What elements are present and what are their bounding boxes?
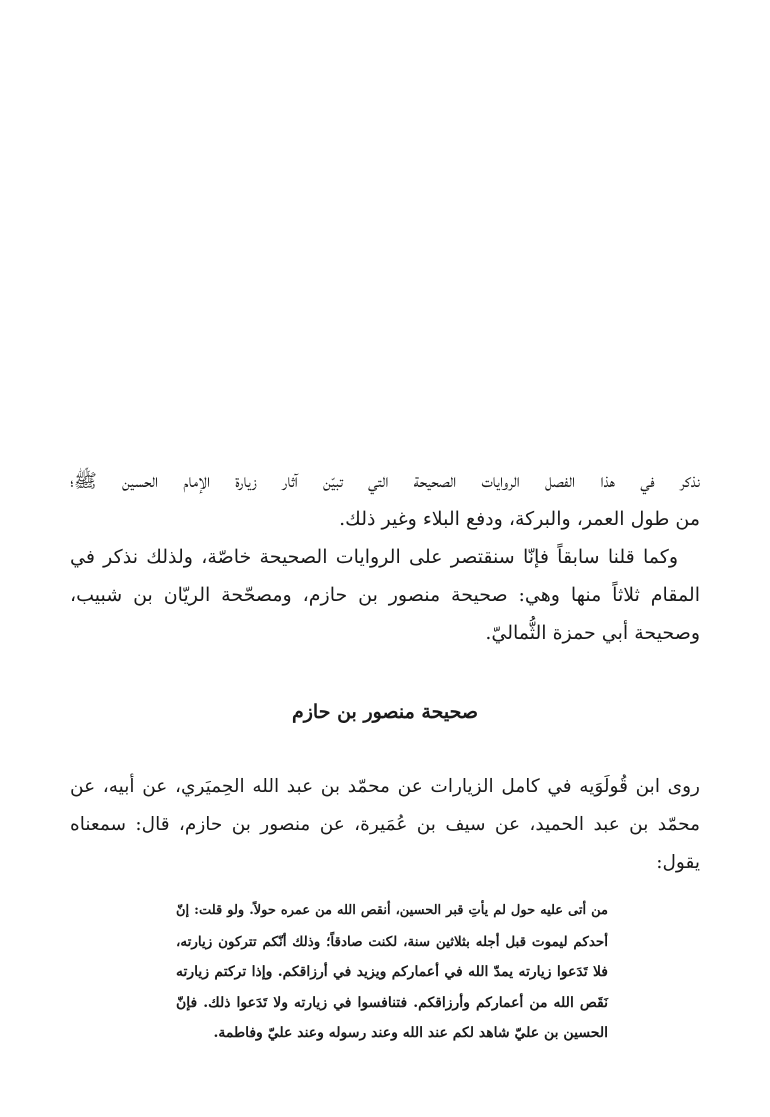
narration-line-2: محمّد بن عبد الحميد، عن سيف بن عُمَيرة، عن منصور بن حازم، قال: سمعناه xyxy=(70,814,700,835)
quote-line-5: الحسين بن عليّ شاهد لكم عند الله وعند رسوله وعند عليّ وفاطمة. xyxy=(213,1025,608,1041)
narration-line-1: روى ابن قُولَوَيه في كامل الزيارات عن محمّد بن عبد الله الحِميَري، عن أبيه، عن xyxy=(70,776,700,797)
narration-line-3: يقول: xyxy=(656,852,700,873)
quote-line-4: نَقَص الله من أعماركم وأرزاقكم. فتنافسوا في زيارته ولا تَدَعوا ذلك. فإنّ xyxy=(176,994,608,1011)
intro-paragraph xyxy=(70,462,700,652)
quote-line-1: من أتى عليه حول لم يأتِ قبر الحسين، أنقص الله من عمره حولاً. ولو قلت: إنّ xyxy=(176,903,608,918)
intro-line-2: من طول العمر، والبركة، ودفع البلاء وغير ذلك. xyxy=(339,508,700,530)
quote-line-2: أحدكم ليموت قبل أجله بثلاثين سنة، لكنت صادقاً؛ وذلك أنّكم تتركون زيارته، xyxy=(176,933,608,950)
narration-paragraph xyxy=(70,768,700,882)
intro-line-1: نذكر في هذا الفصل الروايات الصحيحة التي تبيّن آثار زيارة الإمام الحسين ﷺ؛ xyxy=(70,470,700,492)
section-heading: صحيحة منصور بن حازم xyxy=(291,701,479,723)
intro-line-4: المقام ثلاثاً منها وهي: صحيحة منصور بن حازم، ومصحّحة الريّان بن شبيب، xyxy=(70,584,700,606)
intro-line-3: وكما قلنا سابقاً فإنّا سنقتصر على الروايات الصحيحة خاصّة، ولذلك نذكر في xyxy=(70,546,678,568)
quote-line-3: فلا تَدَعوا زيارته يمدّ الله في أعماركم ويزيد في أرزاقكم. وإذا تركتم زيارته xyxy=(176,964,608,980)
intro-line-5: وصحيحة أبي حمزة الثُّماليّ. xyxy=(485,622,700,644)
hadith-quote xyxy=(176,896,608,1049)
